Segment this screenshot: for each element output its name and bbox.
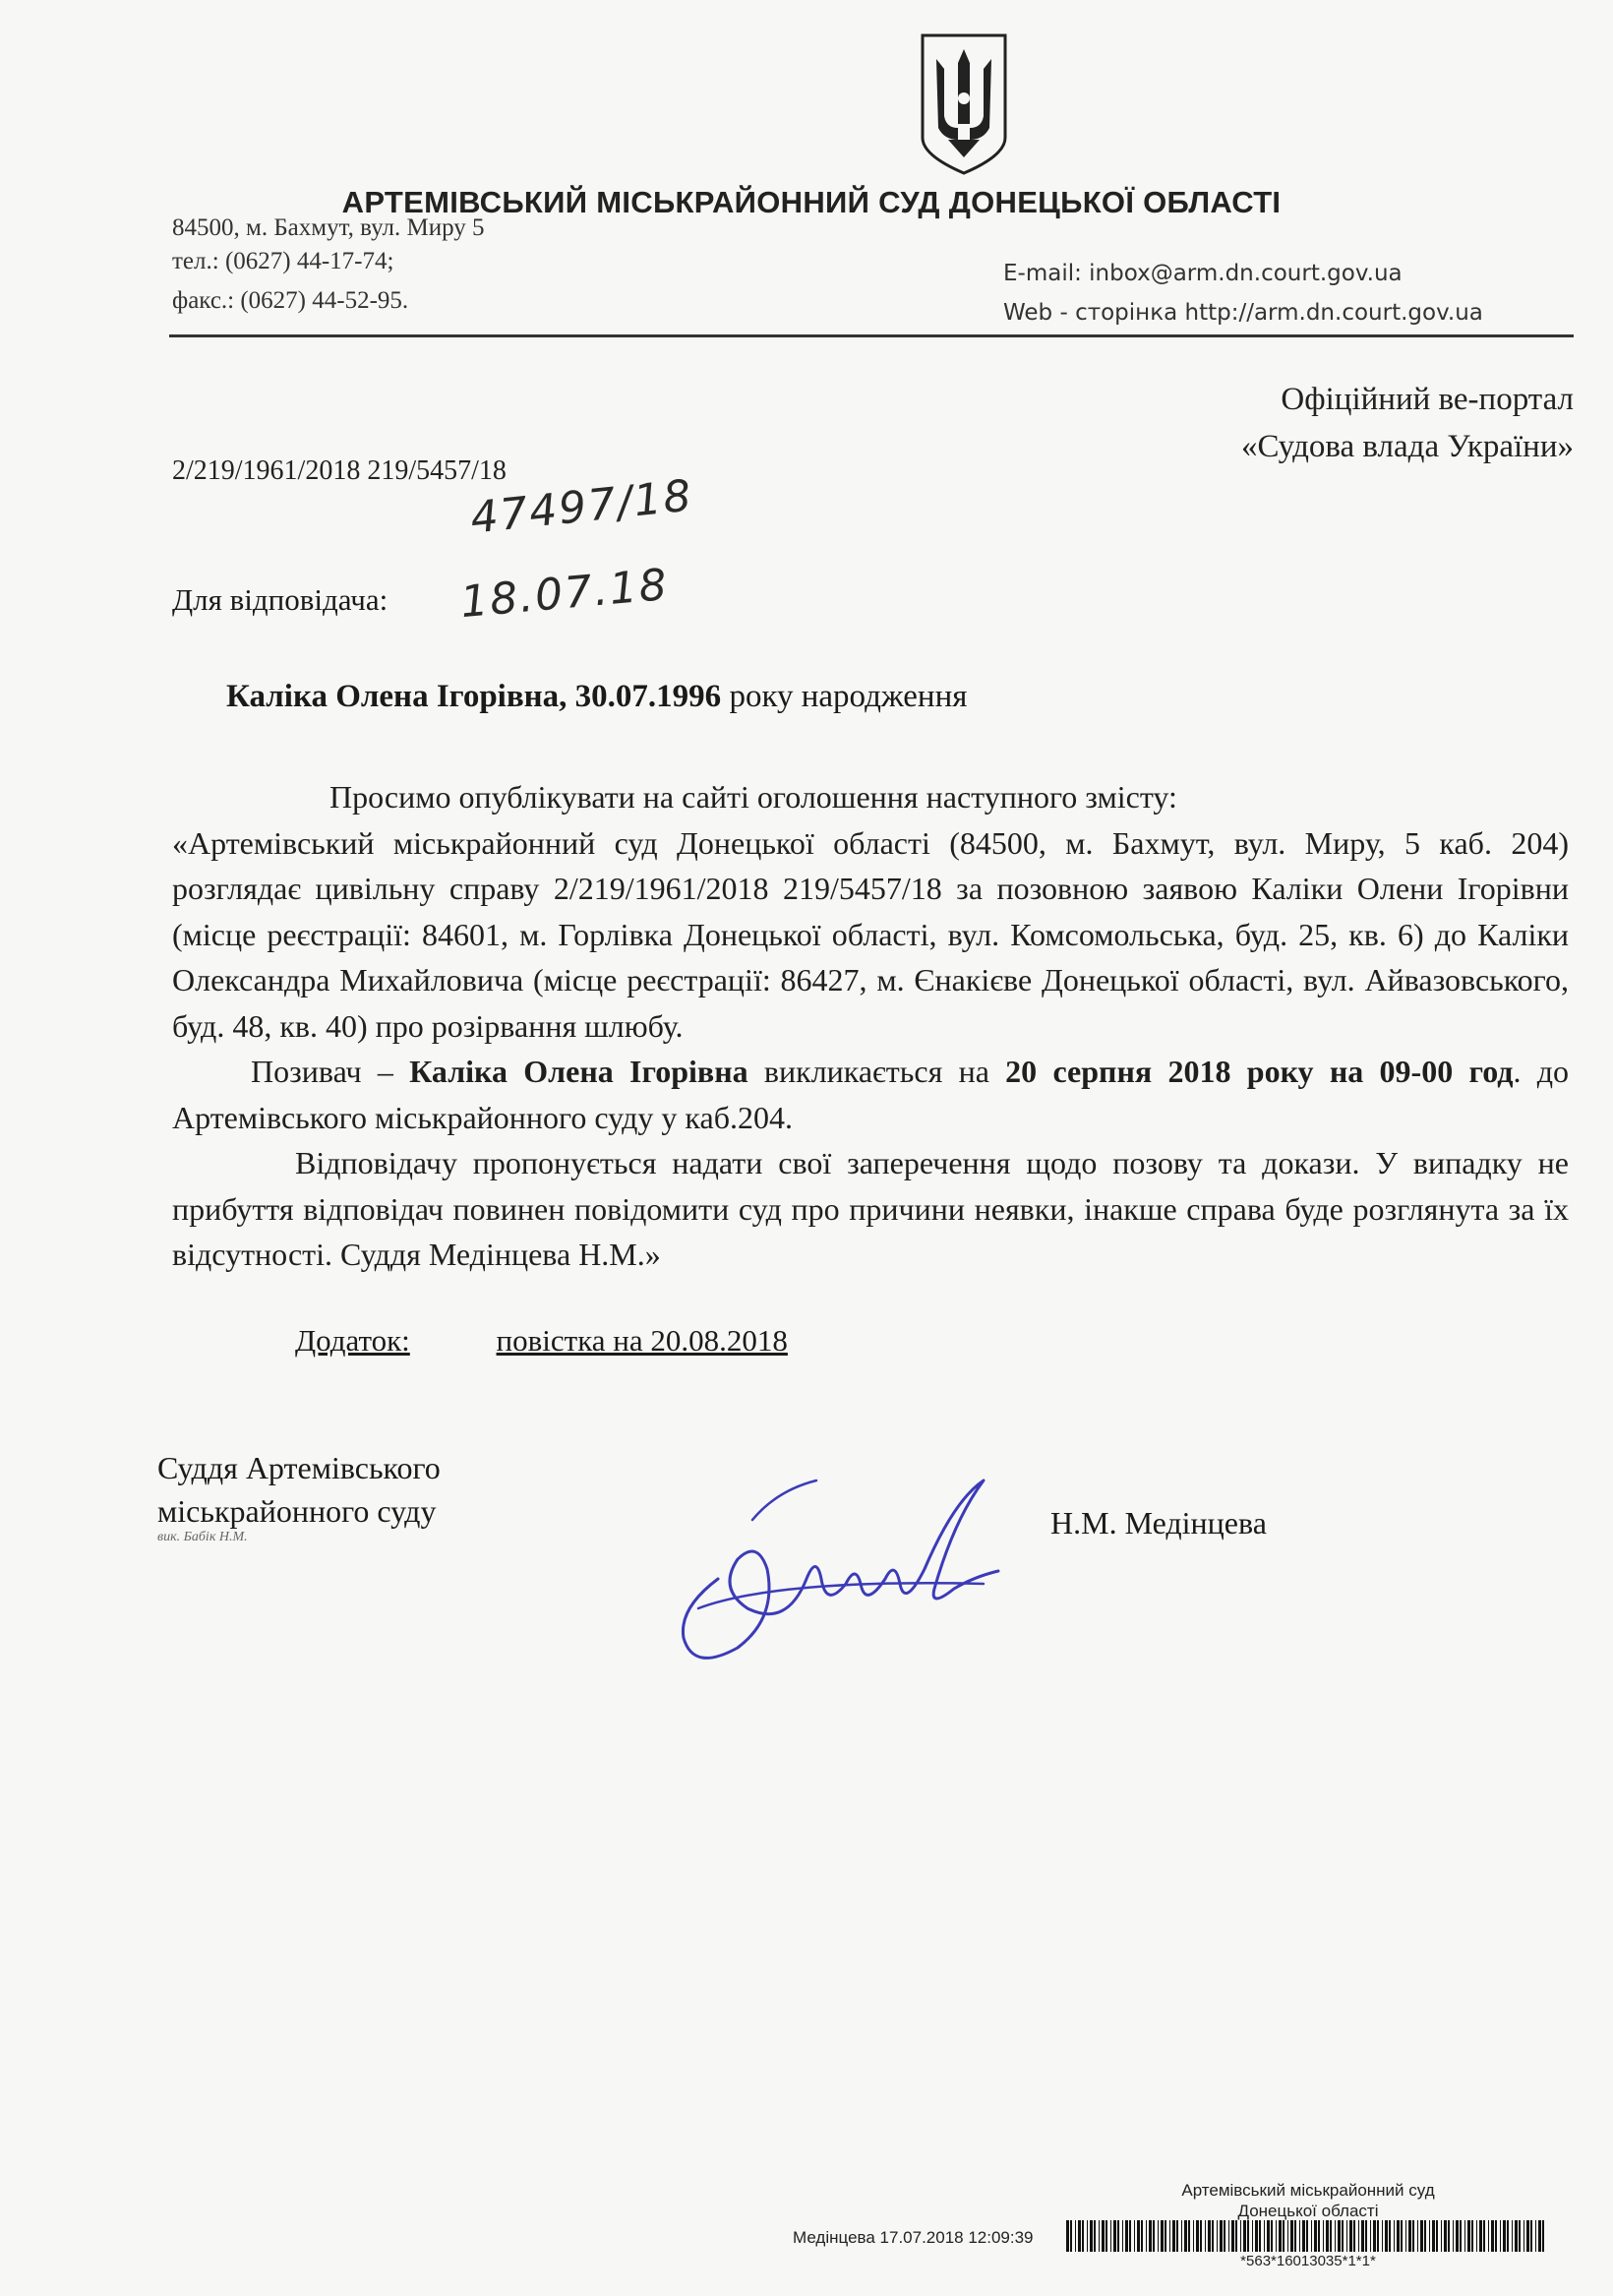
p3-hearing-date: 20 серпня 2018 року на 09-00 год bbox=[1005, 1054, 1514, 1089]
case-number: 2/219/1961/2018 219/5457/18 bbox=[172, 455, 507, 486]
judge-title-line-1: Суддя Артемівського bbox=[157, 1450, 441, 1485]
recipient-line-1: Офіційний ве-портал bbox=[1281, 382, 1574, 417]
court-fax: факс.: (0627) 44-52-95. bbox=[172, 287, 409, 314]
judge-title bbox=[157, 1446, 441, 1533]
court-website: Web - сторінка http://arm.dn.court.gov.ua bbox=[1003, 300, 1483, 326]
handwritten-reg-number: 47497/18 bbox=[467, 470, 695, 544]
body-paragraph-3 bbox=[172, 1049, 1569, 1140]
attachment-value: повістка на 20.08.2018 bbox=[496, 1323, 788, 1358]
for-respondent-label bbox=[172, 582, 388, 618]
body-paragraph-1: Просимо опублікувати на сайті оголошення наступного змісту: bbox=[329, 779, 1177, 815]
stamp-court-name bbox=[1131, 2180, 1485, 2221]
header-divider bbox=[169, 334, 1574, 337]
judge-title-line-2: міськрайонного суду bbox=[157, 1493, 437, 1529]
court-phone: тел.: (0627) 44-17-74; bbox=[172, 248, 394, 274]
stamp-registration: Медінцева 17.07.2018 12:09:39 bbox=[793, 2228, 1034, 2247]
announcement-body bbox=[172, 774, 1569, 1278]
p3-plaintiff-name: Каліка Олена Ігорівна bbox=[409, 1054, 748, 1089]
court-email: E-mail: inbox@arm.dn.court.gov.ua bbox=[1003, 261, 1403, 286]
stamp-court-line-2: Донецької області bbox=[1237, 2202, 1379, 2220]
court-address: 84500, м. Бахмут, вул. Миру 5 bbox=[172, 214, 485, 241]
recipient-block bbox=[1241, 376, 1574, 470]
court-name: АРТЕМІВСЬКИЙ МІСЬКРАЙОННИЙ СУД ДОНЕЦЬКОЇ ОБЛАСТІ bbox=[341, 185, 1282, 219]
handwritten-date: 18.07.18 bbox=[458, 559, 671, 629]
body-paragraph-2: «Артемівський міськрайонний суд Донецької області (84500, м. Бахмут, вул. Миру, 5 каб. 204) розглядає цивільну справу 2/219/1961/2018 219/5457/18 за позовною заявою Каліки Олени Ігорівни (місце реєстрації: 84601, м. Горлівка Донецької області, вул. Комсомольська, буд. 25, кв. 6) до Каліки Олександра Михайловича (місце реєстрації: 86427, м. Єнакієве Донецької області, вул. Айвазовського, буд. 48, кв. 40) про розірвання шлюбу. bbox=[172, 824, 1569, 1044]
attachment-label: Додаток: bbox=[295, 1323, 410, 1358]
for-respondent-text: Для відповідача: bbox=[172, 582, 388, 617]
p3-location: . до Артемівського міськрайонного суду у каб.204. bbox=[172, 1054, 1570, 1135]
attachment-line bbox=[295, 1323, 788, 1359]
addressee-name: Каліка Олена Ігорівна, 30.07.1996 bbox=[226, 679, 722, 714]
addressee-suffix: року народження bbox=[721, 679, 968, 714]
recipient-line-2: «Судова влада України» bbox=[1240, 429, 1574, 464]
trident-emblem-icon bbox=[915, 30, 1013, 177]
handwritten-signature bbox=[659, 1461, 1013, 1677]
barcode bbox=[1066, 2220, 1546, 2252]
barcode-number: *563*16013035*1*1* bbox=[1240, 2253, 1376, 2269]
stamp-court-line-1: Артемівський міськрайонний суд bbox=[1181, 2181, 1435, 2200]
p3-summoned: викликається на bbox=[747, 1054, 1006, 1089]
addressee bbox=[226, 679, 967, 715]
p3-plaintiff-label: Позивач – bbox=[251, 1054, 410, 1089]
judge-name: Н.М. Медінцева bbox=[1050, 1505, 1267, 1541]
body-paragraph-4: Відповідачу пропонується надати свої заперечення щодо позову та докази. У випадку не прибуття відповідач повинен повідомити суд про причини неявки, інакше справа буде розглянута за їх відсутності. Суддя Медінцева Н.М.» bbox=[172, 1145, 1569, 1272]
executor-note: вик. Бабік Н.М. bbox=[157, 1530, 248, 1544]
